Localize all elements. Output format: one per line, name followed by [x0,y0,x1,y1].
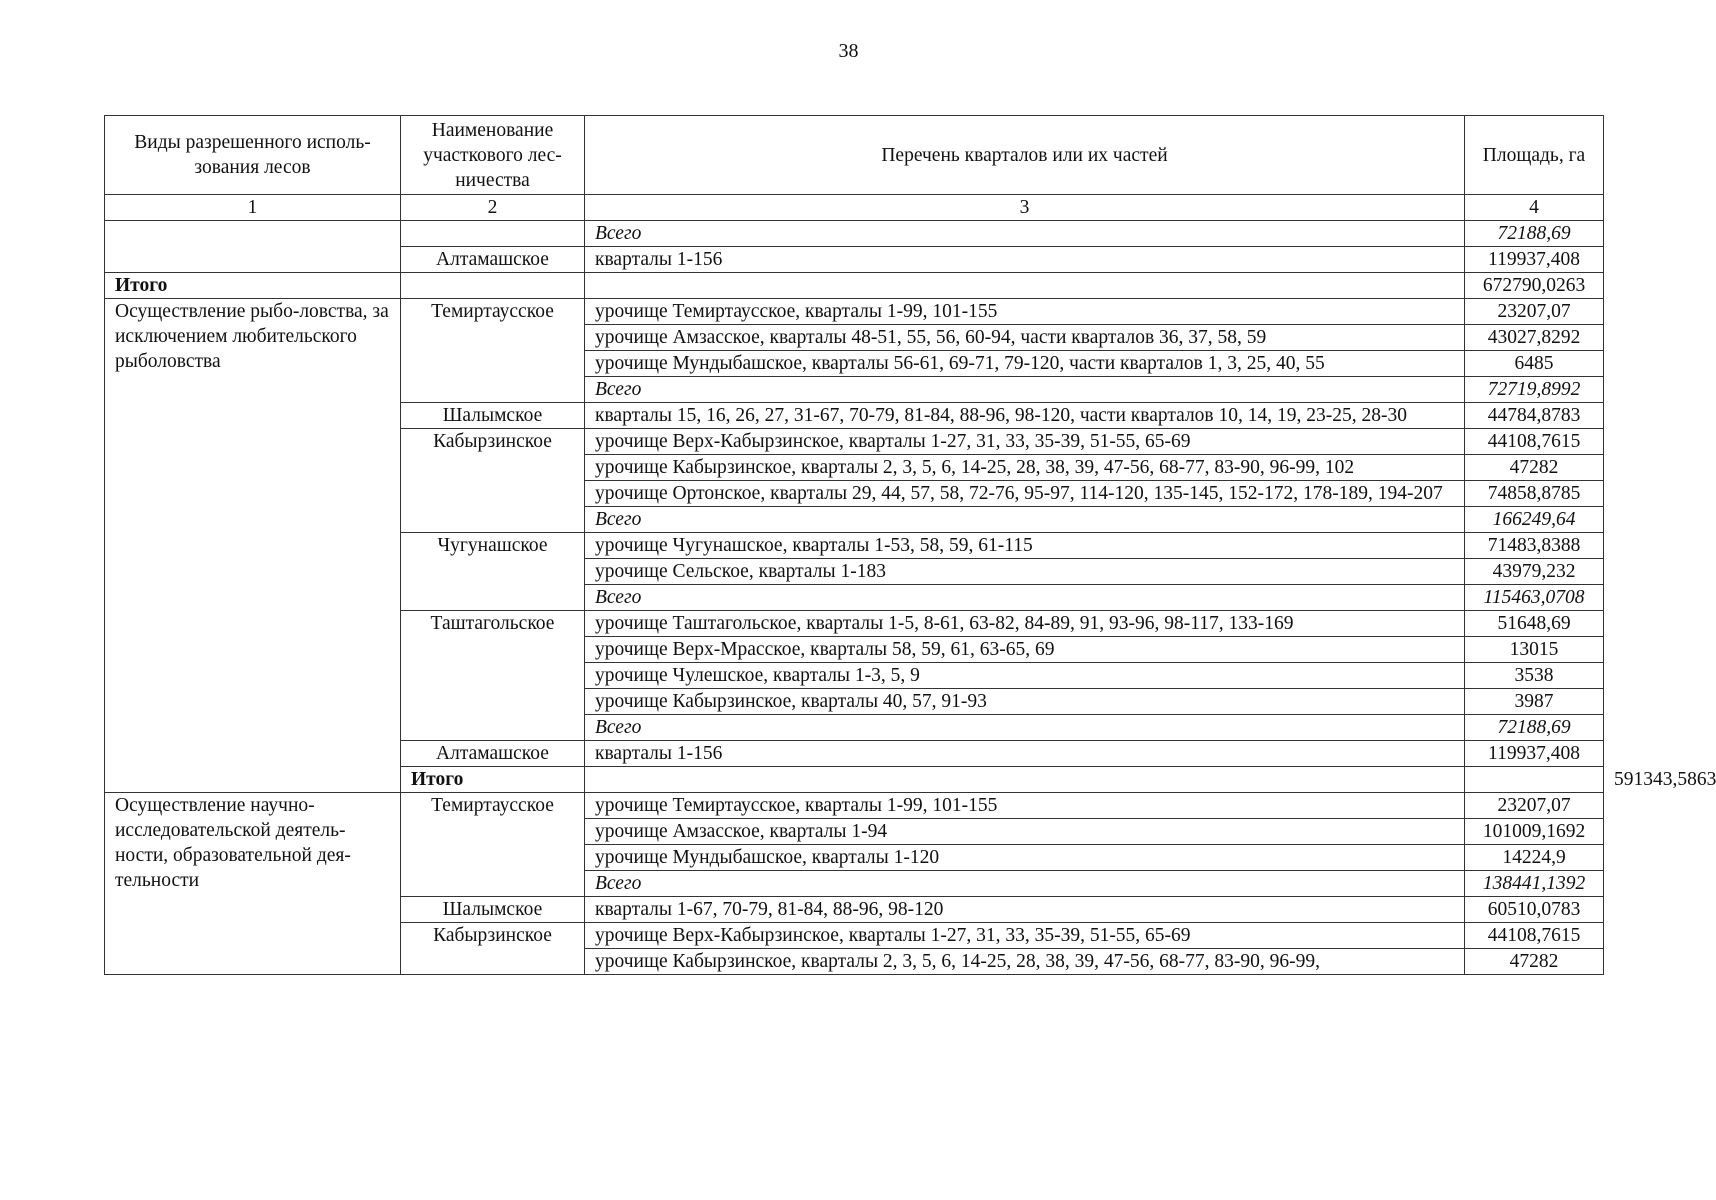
quarters-cell: урочище Чугунашское, кварталы 1-53, 58, 59, 61-115 [585,533,1465,559]
forestry-cell: Шалымское [401,897,585,923]
area-cell: 44108,7615 [1465,429,1604,455]
quarters-cell: Всего [585,507,1465,533]
header-forestry: Наименование участкового лес-ничества [401,116,585,195]
total-label-cell: Итого [105,273,401,299]
area-cell: 14224,9 [1465,845,1604,871]
page-number: 38 [838,40,859,62]
area-cell: 23207,07 [1465,299,1604,325]
quarters-cell: урочище Темиртаусское, кварталы 1-99, 101-155 [585,299,1465,325]
area-cell: 6485 [1465,351,1604,377]
quarters-cell: урочище Мундыбашское, кварталы 56-61, 69-71, 79-120, части кварталов 1, 3, 25, 40, 55 [585,351,1465,377]
area-cell: 51648,69 [1465,611,1604,637]
column-number-row [105,195,1604,221]
forest-use-table [104,115,1716,975]
area-cell: 71483,8388 [1465,533,1604,559]
quarters-cell: урочище Верх-Кабырзинское, кварталы 1-27, 31, 33, 35-39, 51-55, 65-69 [585,923,1465,949]
quarters-cell [1465,767,1604,793]
area-cell: 47282 [1465,455,1604,481]
area-cell: 44784,8783 [1465,403,1604,429]
table-row [105,221,1604,247]
area-cell: 47282 [1465,949,1604,975]
area-cell: 72719,8992 [1465,377,1604,403]
area-cell: 119937,408 [1465,247,1604,273]
area-cell: 43979,232 [1465,559,1604,585]
area-cell: 74858,8785 [1465,481,1604,507]
table-row [105,299,1604,325]
quarters-cell: Всего [585,221,1465,247]
area-cell: 43027,8292 [1465,325,1604,351]
use-type-cell: Осуществление научно-исследовательской деятель-ности, образовательной дея-тельности [105,793,401,975]
quarters-cell: Всего [585,871,1465,897]
forestry-cell: Чугунашское [401,533,585,611]
forestry-cell: Таштагольское [401,611,585,741]
quarters-cell: урочище Чулешское, кварталы 1-3, 5, 9 [585,663,1465,689]
column-number: 2 [401,195,585,221]
use-type-cell [105,221,401,273]
area-cell: 3987 [1465,689,1604,715]
quarters-cell [585,273,1465,299]
forestry-cell: Кабырзинское [401,923,585,975]
quarters-cell: кварталы 1-156 [585,247,1465,273]
quarters-cell: урочище Кабырзинское, кварталы 2, 3, 5, 6, 14-25, 28, 38, 39, 47-56, 68-77, 83-90, 96-99, [585,949,1465,975]
quarters-cell: кварталы 1-67, 70-79, 81-84, 88-96, 98-120 [585,897,1465,923]
header-use-type: Виды разрешенного исполь-зования лесов [105,116,401,195]
forestry-cell: Алтамашское [401,741,585,767]
area-cell: 119937,408 [1465,741,1604,767]
area-cell: 115463,0708 [1465,585,1604,611]
table-row [105,273,1604,299]
header-quarters: Перечень кварталов или их частей [585,116,1465,195]
area-cell: 13015 [1465,637,1604,663]
table-row: Итого 591343,5863 [105,767,1604,793]
column-number: 1 [105,195,401,221]
forestry-cell: Темиртаусское [401,299,585,403]
area-cell: 138441,1392 [1465,871,1604,897]
forestry-cell: Шалымское [401,403,585,429]
quarters-cell: урочище Мундыбашское, кварталы 1-120 [585,845,1465,871]
area-cell: 60510,0783 [1465,897,1604,923]
quarters-cell: урочище Кабырзинское, кварталы 40, 57, 91-93 [585,689,1465,715]
column-number: 3 [585,195,1465,221]
quarters-cell: урочище Кабырзинское, кварталы 2, 3, 5, 6, 14-25, 28, 38, 39, 47-56, 68-77, 83-90, 96-99, 102 [585,455,1465,481]
quarters-cell: урочище Верх-Мрасское, кварталы 58, 59, 61, 63-65, 69 [585,637,1465,663]
table-header-row [105,116,1604,195]
forestry-cell: Кабырзинское [401,429,585,533]
forestry-cell [401,221,585,247]
area-cell: 44108,7615 [1465,923,1604,949]
quarters-cell: Всего [585,715,1465,741]
area-cell: 672790,0263 [1465,273,1604,299]
quarters-cell: урочище Амзасское, кварталы 48-51, 55, 56, 60-94, части кварталов 36, 37, 58, 59 [585,325,1465,351]
quarters-cell: урочище Амзасское, кварталы 1-94 [585,819,1465,845]
forestry-cell: Алтамашское [401,247,585,273]
quarters-cell: урочище Темиртаусское, кварталы 1-99, 101-155 [585,793,1465,819]
forestry-cell [401,273,585,299]
column-number: 4 [1465,195,1604,221]
header-area: Площадь, га [1465,116,1604,195]
quarters-cell: Всего [585,377,1465,403]
area-cell: 72188,69 [1465,221,1604,247]
table-row [105,793,1604,819]
use-type-cell: Осуществление рыбо-ловства, за исключением любительского рыболовства [105,299,401,793]
quarters-cell: кварталы 15, 16, 26, 27, 31-67, 70-79, 81-84, 88-96, 98-120, части кварталов 10, 14, 19, 23-25, 28-30 [585,403,1465,429]
area-cell: 72188,69 [1465,715,1604,741]
area-cell: 166249,64 [1465,507,1604,533]
quarters-cell: урочище Ортонское, кварталы 29, 44, 57, 58, 72-76, 95-97, 114-120, 135-145, 152-172, 178-189, 194-207 [585,481,1465,507]
area-cell: 3538 [1465,663,1604,689]
forestry-cell [585,767,1465,793]
quarters-cell: урочище Верх-Кабырзинское, кварталы 1-27, 31, 33, 35-39, 51-55, 65-69 [585,429,1465,455]
quarters-cell: Всего [585,585,1465,611]
total-label-cell: Итого [401,767,585,793]
quarters-cell: кварталы 1-156 [585,741,1465,767]
quarters-cell: урочище Таштагольское, кварталы 1-5, 8-61, 63-82, 84-89, 91, 93-96, 98-117, 133-169 [585,611,1465,637]
area-cell: 23207,07 [1465,793,1604,819]
forestry-cell: Темиртаусское [401,793,585,897]
area-cell: 101009,1692 [1465,819,1604,845]
quarters-cell: урочище Сельское, кварталы 1-183 [585,559,1465,585]
